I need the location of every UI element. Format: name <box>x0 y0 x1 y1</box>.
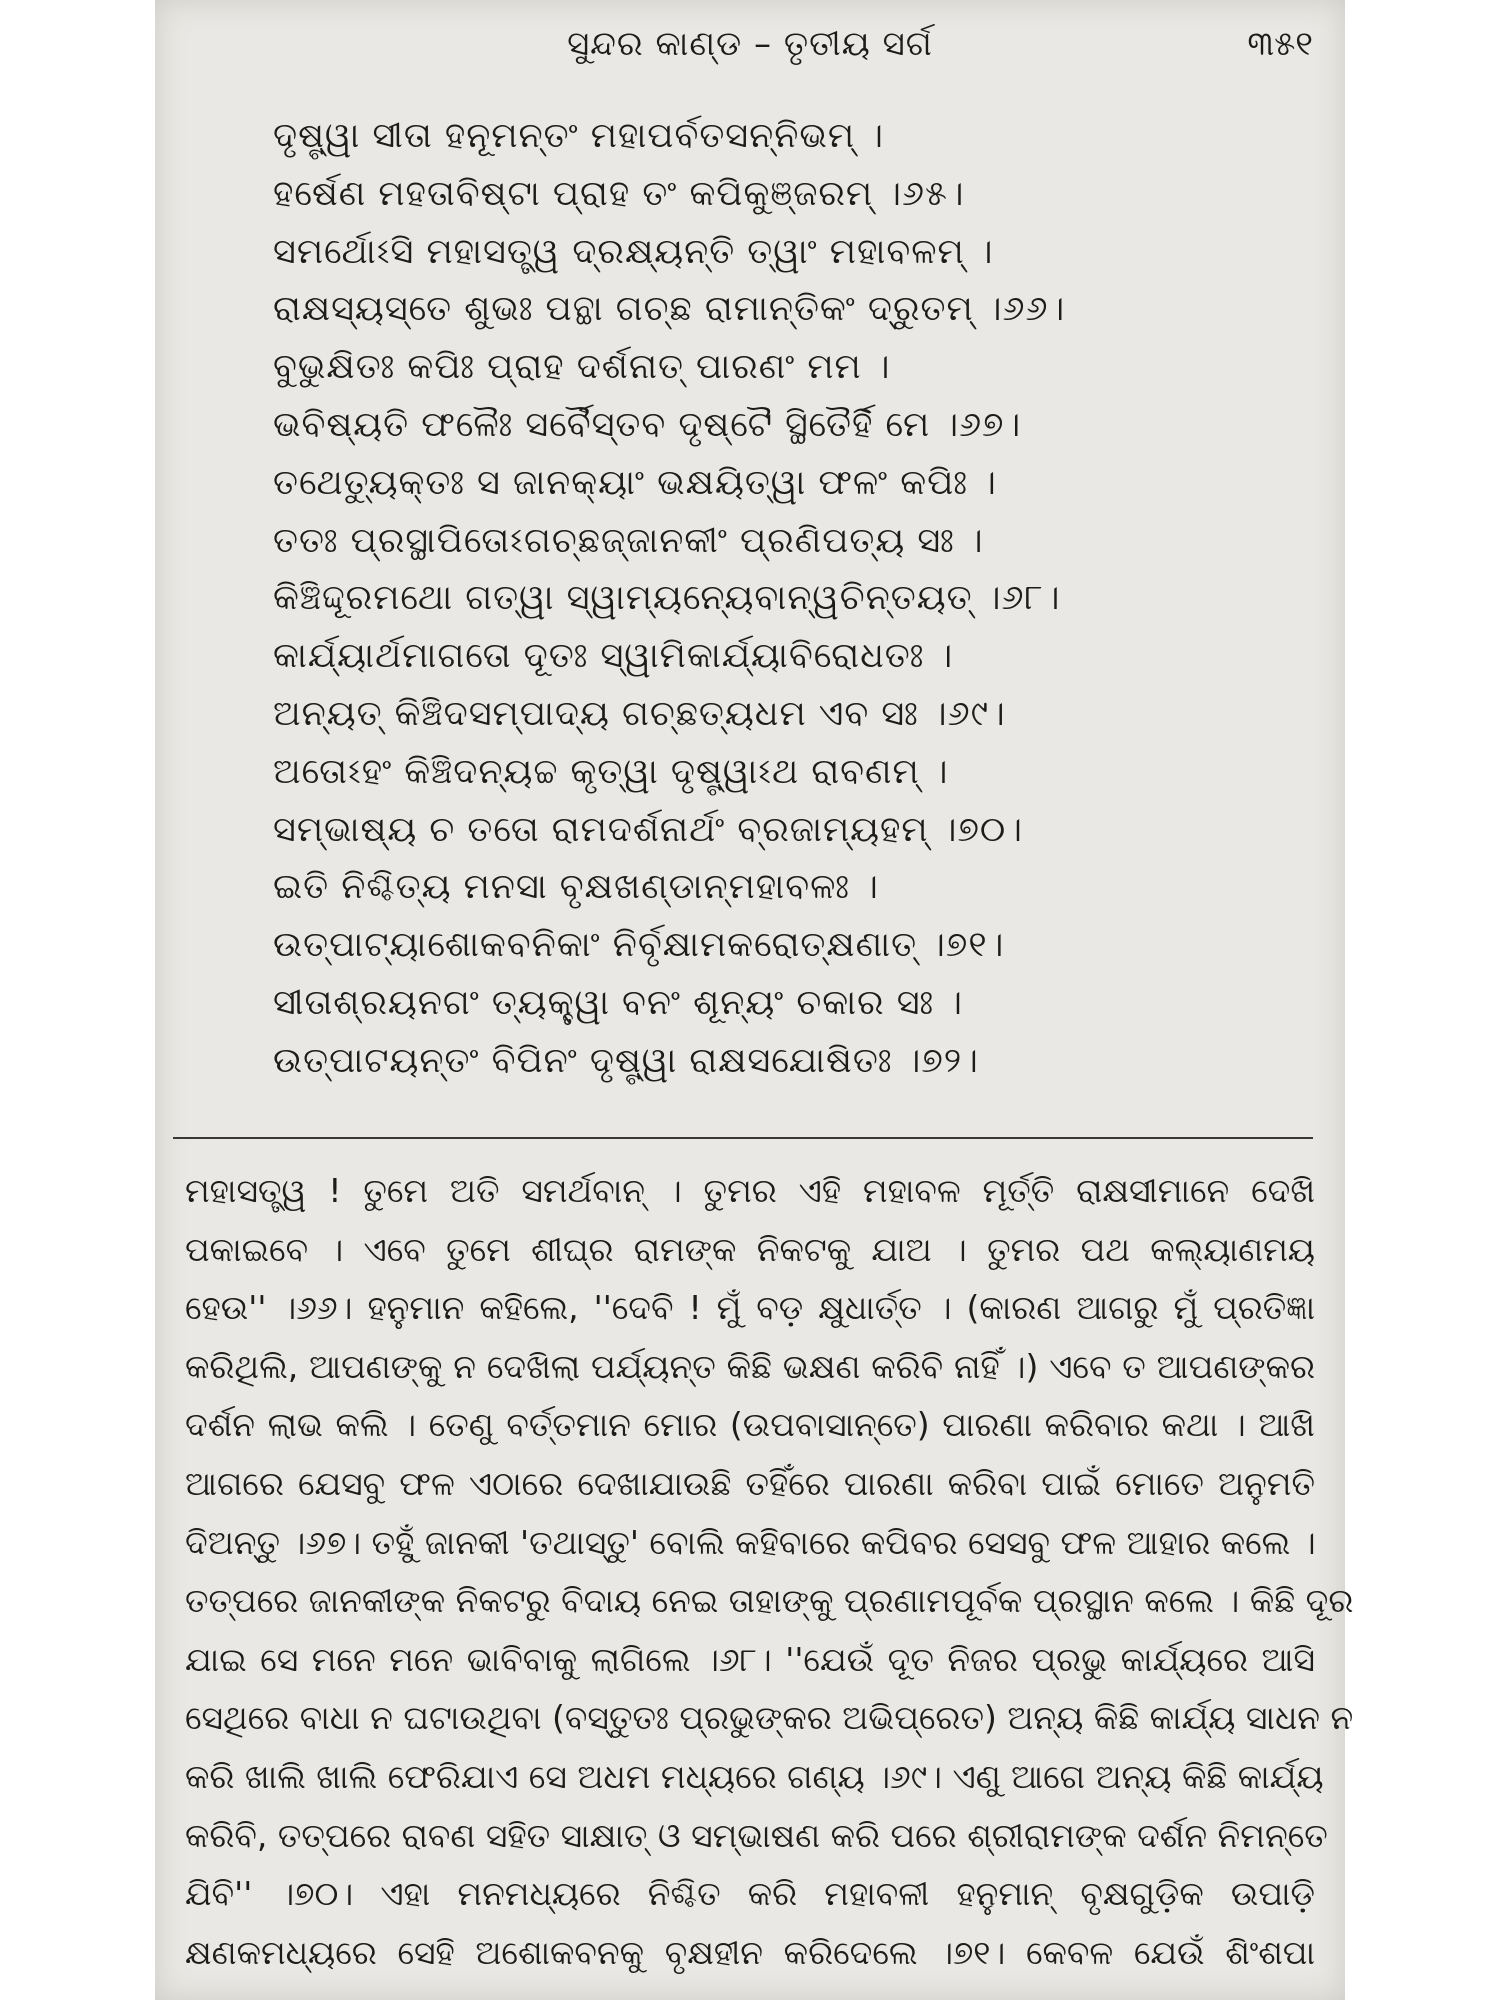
commentary-line: କରିଥିଲି, ଆପଣଙ୍କୁ ନ ଦେଖିଲା ପର୍ଯ୍ୟନ୍ତ କିଛି ଭକ୍ଷଣ କରିବି ନାହିଁ ।) ଏବେ ତ ଆପଣଙ୍କର <box>185 1346 1315 1386</box>
verse-line: ରାକ୍ଷସ୍ୟସ୍ତେ ଶୁଭଃ ପନ୍ଥା ଗଚ୍ଛ ରାମାନ୍ତିକଂ ଦ୍ରୁତମ୍ ।୬୬। <box>273 289 1066 330</box>
verse-line: ଅତୋଽହଂ କିଞ୍ଚିଦନ୍ୟଚ୍ଚ କୃତ୍ୱା ଦୃଷ୍ଟ୍ୱାଽଥ ରାବଣମ୍ । <box>273 751 949 792</box>
commentary-line: ଯିବି'' ।୭୦। ଏହା ମନମଧ୍ୟରେ ନିଶ୍ଚିତ କରି ମହାବଳୀ ହନୁମାନ୍ ବୃକ୍ଷଗୁଡ଼ିକ ଉପାଡ଼ି <box>185 1874 1315 1914</box>
verse-line: ଉତ୍ପାଟୟନ୍ତଂ ବିପିନଂ ଦୃଷ୍ଟ୍ୱା ରାକ୍ଷସଯୋଷିତଃ ।୭୨। <box>273 1040 979 1081</box>
verse-line: ସମର୍ଥୋଽସି ମହାସତ୍ତ୍ୱ ଦ୍ରକ୍ଷ୍ୟନ୍ତି ତ୍ୱାଂ ମହାବଳମ୍ । <box>273 231 994 272</box>
commentary-line: ଦିଅନ୍ତୁ ।୬୭। ତହୁଁ ଜାନକୀ 'ତଥାସ୍ତୁ' ବୋଲି କହିବାରେ କପିବର ସେସବୁ ଫଳ ଆହାର କଲେ । <box>185 1522 1316 1562</box>
verse-line: କାର୍ଯ୍ୟାର୍ଥମାଗତୋ ଦୂତଃ ସ୍ୱାମିକାର୍ଯ୍ୟାବିରୋଧତଃ । <box>273 636 954 677</box>
book-page <box>155 0 1354 2000</box>
commentary-line: ହେଉ'' ।୬୬। ହନୁମାନ କହିଲେ, ''ଦେବି ! ମୁଁ ବଡ଼ କ୍ଷୁଧାର୍ତ୍ତ । (କାରଣ ଆଗରୁ ମୁଁ ପ୍ରତିଜ୍ଞା <box>185 1288 1315 1328</box>
header-title: ସୁନ୍ଦର କାଣ୍ଡ – ତୃତୀୟ ସର୍ଗ <box>567 24 933 64</box>
commentary-line: ଦର୍ଶନ ଲାଭ କଲି । ତେଣୁ ବର୍ତ୍ତମାନ ମୋର (ଉପବାସାନ୍ତେ) ପାରଣା କରିବାର କଥା । ଆଖି <box>185 1405 1315 1445</box>
verse-line: ବୁଭୁକ୍ଷିତଃ କପିଃ ପ୍ରାହ ଦର୍ଶନାତ୍ ପାରଣଂ ମମ । <box>273 347 891 388</box>
commentary-line: ଯାଇ ସେ ମନେ ମନେ ଭାବିବାକୁ ଲାଗିଲେ ।୬୮। ''ଯେଉଁ ଦୂତ ନିଜର ପ୍ରଭୁ କାର୍ଯ୍ୟରେ ଆସି <box>185 1639 1315 1679</box>
commentary-line: କରିବି, ତତ୍ପରେ ରାବଣ ସହିତ ସାକ୍ଷାତ୍ ଓ ସମ୍ଭାଷଣ କରି ପରେ ଶ୍ରୀରାମଙ୍କ ଦର୍ଶନ ନିମନ୍ତେ <box>185 1815 1328 1855</box>
commentary-line: କରି ଖାଲି ଖାଲି ଫେରିଯାଏ ସେ ଅଧମ ମଧ୍ୟରେ ଗଣ୍ୟ ।୬୯। ଏଣୁ ଆଗେ ଅନ୍ୟ କିଛି କାର୍ଯ୍ୟ <box>185 1756 1324 1796</box>
verse-line: ଦୃଷ୍ଟ୍ୱା ସୀତା ହନୂମନ୍ତଂ ମହାପର୍ବତସନ୍ନିଭମ୍ । <box>273 116 884 156</box>
verse-block <box>273 108 1303 1091</box>
verse-line: ତଥେତ୍ୟୁକ୍ତଃ ସ ଜାନକ୍ୟାଂ ଭକ୍ଷୟିତ୍ୱା ଫଳଂ କପିଃ । <box>273 462 997 503</box>
commentary-line: ତତ୍ପରେ ଜାନକୀଙ୍କ ନିକଟରୁ ବିଦାୟ ନେଇ ତାହାଙ୍କୁ ପ୍ରଣାମପୂର୍ବକ ପ୍ରସ୍ଥାନ କଲେ । କିଛି ଦୂର <box>185 1581 1354 1621</box>
verse-line: ସୀତାଶ୍ରୟନଗଂ ତ୍ୟକ୍ତ୍ୱା ବନଂ ଶୂନ୍ୟଂ ଚକାର ସଃ । <box>273 982 964 1023</box>
verse-line: ଭବିଷ୍ୟତି ଫଳୈଃ ସର୍ବୈସ୍ତବ ଦୃଷ୍ଟୈ ସ୍ଥିତୈର୍ହି ମେ ।୬୭। <box>273 404 1022 445</box>
running-header <box>155 14 1345 74</box>
verse-line: ତତଃ ପ୍ରସ୍ଥାପିତୋଽଗଚ୍ଛଜ୍ଜାନକୀଂ ପ୍ରଣିପତ୍ୟ ସଃ । <box>273 520 984 561</box>
verse-line: ସମ୍ଭାଷ୍ୟ ଚ ତତୋ ରାମଦର୍ଶନାର୍ଥଂ ବ୍ରଜାମ୍ୟହମ୍ ।୭୦। <box>273 809 1023 850</box>
verse-line: ହର୍ଷେଣ ମହତାବିଷ୍ଟା ପ୍ରାହ ତଂ କପିକୁଞ୍ଜରମ୍ ।୬୫। <box>273 173 965 214</box>
page-number: ୩୫୧ <box>1247 24 1313 64</box>
commentary-line: ମହାସତ୍ତ୍ୱ ! ତୁମେ ଅତି ସମର୍ଥବାନ୍ । ତୁମର ଏହି ମହାବଳ ମୂର୍ତ୍ତି ରାକ୍ଷସୀମାନେ ଦେଖି <box>185 1171 1315 1210</box>
verse-line: ଉତ୍ପାଟ୍ୟାଶୋକବନିକାଂ ନିର୍ବୃକ୍ଷାମକରୋତ୍କ୍ଷଣାତ୍ ।୭୧। <box>273 925 1005 966</box>
commentary-block <box>185 1162 1354 1982</box>
verse-line: ଅନ୍ୟତ୍ କିଞ୍ଚିଦସମ୍ପାଦ୍ୟ ଗଚ୍ଛତ୍ୟଧମ ଏବ ସଃ ।୬୯। <box>273 693 1006 734</box>
section-divider <box>173 1137 1313 1139</box>
commentary-line: କ୍ଷଣକମଧ୍ୟରେ ସେହି ଅଶୋକବନକୁ ବୃକ୍ଷହୀନ କରିଦେଲେ ।୭୧। କେବଳ ଯେଉଁ ଶିଂଶପା <box>185 1932 1315 1972</box>
commentary-line: ଆଗରେ ଯେସବୁ ଫଳ ଏଠାରେ ଦେଖାଯାଉଛି ତହିଁରେ ପାରଣା କରିବା ପାଇଁ ମୋତେ ଅନୁମତି <box>185 1463 1315 1503</box>
commentary-line: ସେଥିରେ ବାଧା ନ ଘଟାଉଥିବା (ବସ୍ତୁତଃ ପ୍ରଭୁଙ୍କର ଅଭିପ୍ରେତ) ଅନ୍ୟ କିଛି କାର୍ଯ୍ୟ ସାଧନ ନ <box>185 1698 1354 1738</box>
verse-line: କିଞ୍ଚିଦ୍ଦୂରମଥୋ ଗତ୍ୱା ସ୍ୱାମ୍ୟନ୍ୟେବାନ୍ୱଚିନ୍ତୟତ୍ ।୬୮। <box>273 578 1061 619</box>
verse-line: ଇତି ନିଶ୍ଚିତ୍ୟ ମନସା ବୃକ୍ଷଖଣ୍ଡାନ୍ମହାବଳଃ । <box>273 867 879 908</box>
commentary-line: ପକାଇବେ । ଏବେ ତୁମେ ଶୀଘ୍ର ରାମଙ୍କ ନିକଟକୁ ଯାଅ । ତୁମର ପଥ କଲ୍ୟାଣମୟ <box>185 1229 1315 1269</box>
